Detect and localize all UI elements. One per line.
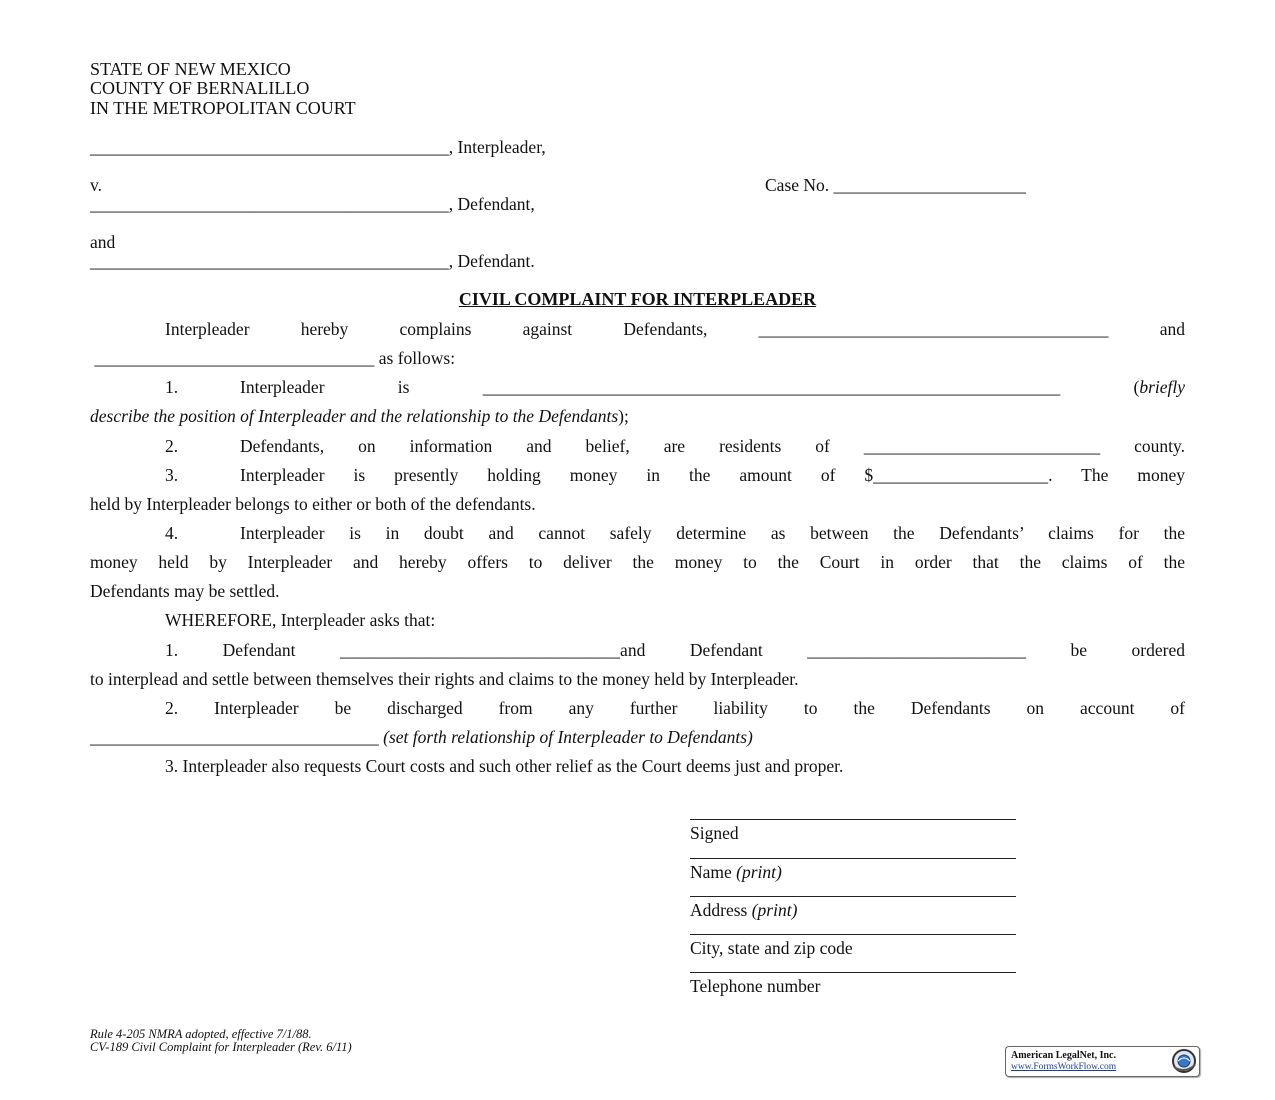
wherefore-1-line-1: 1. Defendant ________________________________and Defendant _________________________ be ordered bbox=[165, 640, 1185, 660]
name-label: Name (print) bbox=[690, 862, 782, 882]
wherefore-2-line-2: _________________________________ (set forth relationship of Interpleader to Defendants) bbox=[90, 727, 753, 747]
wherefore-2-line-1: 2. Interpleader be discharged from any further liability to the Defendants on account of bbox=[165, 698, 1185, 718]
paragraph-4-line-2: money held by Interpleader and hereby offers to deliver the money to the Court in order that the claims of the bbox=[90, 552, 1185, 572]
defendant-line-2: _________________________________________, Defendant. bbox=[90, 251, 535, 271]
paragraph-1-line-1: Interpleader is __________________________________________________________________ (briefly bbox=[240, 377, 1185, 397]
city-label: City, state and zip code bbox=[690, 938, 853, 958]
paragraph-2-number: 2. bbox=[165, 436, 179, 456]
intro-line-2: ________________________________ as follows: bbox=[90, 348, 456, 368]
city-line bbox=[690, 934, 1016, 935]
paragraph-3-number: 3. bbox=[165, 465, 179, 485]
wherefore-heading: WHEREFORE, Interpleader asks that: bbox=[165, 610, 436, 630]
paragraph-1-number: 1. bbox=[165, 377, 179, 397]
wherefore-1-line-2: to interplead and settle between themselves their rights and claims to the money held by Interpleader. bbox=[90, 669, 799, 689]
court-county: COUNTY OF BERNALILLO bbox=[90, 78, 310, 98]
versus-label: v. bbox=[90, 175, 102, 195]
document-title: CIVIL COMPLAINT FOR INTERPLEADER bbox=[458, 289, 817, 309]
telephone-line bbox=[690, 972, 1016, 973]
paragraph-1-line-2: describe the position of Interpleader and the relationship to the Defendants); bbox=[90, 406, 629, 426]
interpleader-line: _________________________________________, Interpleader, bbox=[90, 137, 546, 157]
court-state: STATE OF NEW MEXICO bbox=[90, 59, 291, 79]
telephone-label: Telephone number bbox=[690, 976, 821, 996]
address-label: Address (print) bbox=[690, 900, 798, 920]
paragraph-3-line-1: Interpleader is presently holding money in the amount of $____________________. The money bbox=[240, 465, 1185, 485]
signature-line bbox=[690, 819, 1016, 820]
court-name: IN THE METROPOLITAN COURT bbox=[90, 98, 356, 118]
paragraph-2-text: Defendants, on information and belief, are residents of ___________________________ county. bbox=[240, 436, 1185, 456]
globe-icon bbox=[1171, 1048, 1197, 1074]
and-label: and bbox=[90, 232, 116, 252]
wherefore-3: 3. Interpleader also requests Court costs and such other relief as the Court deems just and proper. bbox=[165, 756, 844, 776]
footer-rule: Rule 4-205 NMRA adopted, effective 7/1/88. bbox=[90, 1027, 312, 1041]
logo-company: American LegalNet, Inc. bbox=[1011, 1050, 1116, 1061]
paragraph-4-number: 4. bbox=[165, 523, 179, 543]
logo-url-link[interactable]: www.FormsWorkFlow.com bbox=[1011, 1062, 1117, 1072]
case-number-field: Case No. ______________________ bbox=[765, 175, 1027, 195]
intro-line-1: Interpleader hereby complains against Defendants, ________________________________________ and bbox=[165, 319, 1185, 339]
address-line bbox=[690, 896, 1016, 897]
paragraph-4-line-1: Interpleader is in doubt and cannot safely determine as between the Defendants’ claims for the bbox=[240, 523, 1185, 543]
defendant-line-1: _________________________________________, Defendant, bbox=[90, 194, 535, 214]
name-line bbox=[690, 858, 1016, 859]
legalnet-logo bbox=[1005, 1046, 1200, 1077]
footer-form-id: CV-189 Civil Complaint for Interpleader (Rev. 6/11) bbox=[90, 1040, 352, 1054]
paragraph-4-line-3: Defendants may be settled. bbox=[90, 581, 280, 601]
signed-label: Signed bbox=[690, 823, 739, 843]
paragraph-3-line-2: held by Interpleader belongs to either or both of the defendants. bbox=[90, 494, 536, 514]
